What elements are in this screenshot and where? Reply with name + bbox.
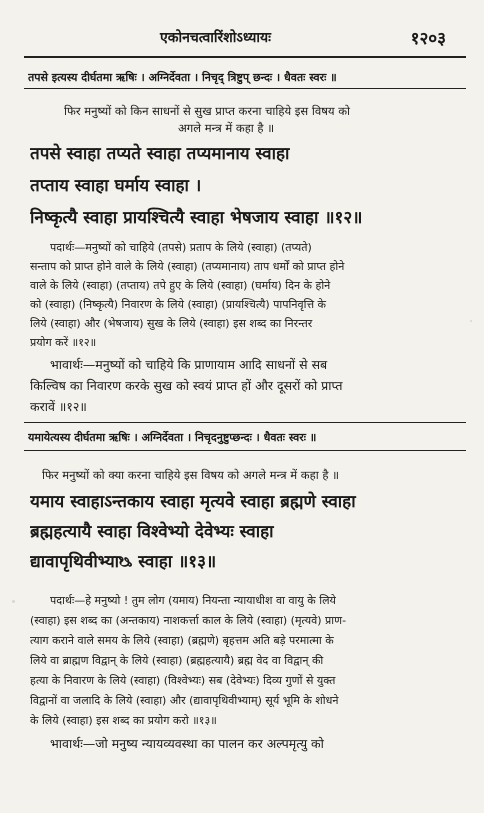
print-speckle — [12, 600, 15, 603]
padartha-line: वाले के लिये (स्वाहा) (तप्ताय) तपे हुए के लिये (स्वाहा) (घर्माय) दिन के होने — [30, 279, 331, 292]
header-rule — [24, 56, 466, 58]
padartha-line: को (स्वाहा) (निष्कृत्यै) निवारण के लिये (स्वाहा) (प्रायश्चित्यै) पापनिवृत्ति के — [30, 298, 326, 311]
intro-line: फिर मनुष्यों को क्या करना चाहिये इस विषय को अगले मन्त्र में कहा है ॥ — [42, 468, 339, 482]
section-rule — [24, 422, 466, 423]
bhavartha-line: भावार्थः—जो मनुष्य न्यायव्यवस्था का पालन कर अल्पमृत्यु को — [50, 736, 324, 751]
mantra-line: तपसे स्वाहा तप्यते स्वाहा तप्यमानाय स्वाहा — [30, 144, 290, 164]
mantra-line: ब्रह्महत्यायै स्वाहा विश्वेभ्यो देवेभ्यः स्वाहा — [30, 522, 274, 542]
mantra-line: तप्ताय स्वाहा घर्माय स्वाहा । — [30, 176, 202, 196]
padartha-line: पदार्थः—हे मनुष्यो ! तुम लोग (यमाय) नियन्ता न्यायाधीश वा वायु के लिये — [50, 594, 336, 607]
mantra-line: द्यावापृथिवीभ्याᳬ स्वाहा ॥१३॥ — [30, 552, 217, 572]
padartha-line: सन्ताप को प्राप्त होने वाले के लिये (स्वाहा) (तप्यमानाय) ताप धर्मों को प्राप्त होने — [30, 260, 345, 273]
padartha-line: त्याग कराने वाले समय के लिये (स्वाहा) (ब्रह्मणे) बृहत्तम अति बड़े परमात्मा के — [30, 634, 334, 647]
mantra-meta: यमायेत्यस्य दीर्घतमा ऋषिः । अग्निर्देवता । निचृदनुष्टुप्छन्दः । धैवतः स्वरः ॥ — [28, 431, 317, 444]
padartha-line: लिये वा ब्राह्मण विद्वान् के लिये (स्वाहा) (ब्रह्महत्यायै) ब्रह्म वेद वा विद्वान् की — [30, 654, 324, 667]
meta-rule — [24, 88, 466, 89]
padartha-line: पदार्थः—मनुष्यों को चाहिये (तपसे) प्रताप के लिये (स्वाहा) (तप्यते) — [50, 241, 312, 254]
meta-rule — [24, 450, 466, 451]
chapter-title: एकोनचत्वारिंशोऽध्यायः — [160, 30, 271, 46]
page-header — [0, 28, 484, 52]
padartha-line: विद्वानों वा जलादि के लिये (स्वाहा) और (द्यावापृथिवीभ्याम्) सूर्य भूमि के शोधने — [30, 694, 339, 707]
page-number: १२०३ — [410, 29, 446, 49]
padartha-line: लिये (स्वाहा) और (भेषजाय) सुख के लिये (स्वाहा) इस शब्द का निरन्तर — [30, 317, 313, 330]
padartha-line: हत्या के निवारण के लिये (स्वाहा) (विश्वेभ्यः) सब (देवेभ्यः) दिव्य गुणों से युक्त — [30, 674, 336, 687]
bhavartha-line: करावें ॥१२॥ — [30, 399, 87, 414]
padartha-line: (स्वाहा) इस शब्द का (अन्तकाय) नाशकर्त्ता काल के लिये (स्वाहा) (मृत्यवे) प्राण- — [30, 614, 347, 627]
intro-line: अगले मन्त्र में कहा है ॥ — [178, 121, 275, 135]
print-speckle — [470, 320, 472, 322]
padartha-line: प्रयोग करें ॥१२॥ — [30, 336, 97, 349]
bhavartha-line: किल्विष का निवारण करके सुख को स्वयं प्राप्त हों और दूसरों को प्राप्त — [30, 378, 343, 393]
mantra-line: निष्कृत्यै स्वाहा प्रायश्चित्यै स्वाहा भेषजाय स्वाहा ॥१२॥ — [30, 208, 363, 228]
mantra-line: यमाय स्वाहाऽन्तकाय स्वाहा मृत्यवे स्वाहा ब्रह्मणे स्वाहा — [30, 492, 356, 512]
mantra-meta: तपसे इत्यस्य दीर्घतमा ऋषिः । अग्निर्देवता । निचृद् त्रिष्टुप् छन्दः । धैवतः स्वरः ॥ — [28, 71, 337, 84]
padartha-line: के लिये (स्वाहा) इस शब्द का प्रयोग करो ॥१३॥ — [30, 714, 217, 727]
intro-line: फिर मनुष्यों को किन साधनों से सुख प्राप्त करना चाहिये इस विषय को — [64, 104, 351, 118]
bhavartha-line: भावार्थः—मनुष्यों को चाहिये कि प्राणायाम आदि साधनों से सब — [50, 357, 328, 372]
